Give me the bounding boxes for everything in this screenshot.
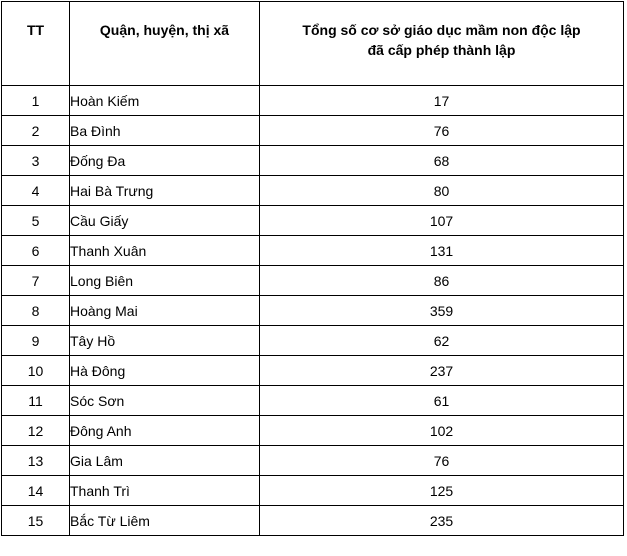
table-row — [2, 326, 624, 356]
district-name: Cầu Giấy — [70, 206, 260, 236]
row-number: 10 — [2, 356, 70, 386]
header-row — [2, 2, 624, 86]
row-number: 8 — [2, 296, 70, 326]
district-name: Đống Đa — [70, 146, 260, 176]
district-name: Bắc Từ Liêm — [70, 506, 260, 536]
district-name: Gia Lâm — [70, 446, 260, 476]
table-row — [2, 506, 624, 536]
header-district: Quận, huyện, thị xã — [70, 2, 260, 86]
district-name: Hai Bà Trưng — [70, 176, 260, 206]
facility-count: 131 — [260, 236, 624, 266]
facility-count: 17 — [260, 86, 624, 116]
table-row — [2, 446, 624, 476]
header-count-line2: đã cấp phép thành lập — [367, 42, 516, 58]
facility-count: 76 — [260, 116, 624, 146]
row-number: 11 — [2, 386, 70, 416]
row-number: 2 — [2, 116, 70, 146]
facility-count: 68 — [260, 146, 624, 176]
table-row — [2, 386, 624, 416]
row-number: 3 — [2, 146, 70, 176]
row-number: 7 — [2, 266, 70, 296]
table-row — [2, 206, 624, 236]
district-name: Hoàn Kiếm — [70, 86, 260, 116]
table-row — [2, 236, 624, 266]
header-count-line1: Tổng số cơ sở giáo dục mầm non độc lập — [302, 22, 581, 38]
row-number: 1 — [2, 86, 70, 116]
facility-count: 359 — [260, 296, 624, 326]
row-number: 9 — [2, 326, 70, 356]
facility-count: 237 — [260, 356, 624, 386]
facility-count: 80 — [260, 176, 624, 206]
table-row — [2, 116, 624, 146]
district-name: Thanh Trì — [70, 476, 260, 506]
facility-count: 125 — [260, 476, 624, 506]
facility-count: 61 — [260, 386, 624, 416]
district-table — [1, 1, 624, 536]
row-number: 5 — [2, 206, 70, 236]
facility-count: 62 — [260, 326, 624, 356]
row-number: 14 — [2, 476, 70, 506]
district-name: Sóc Sơn — [70, 386, 260, 416]
district-name: Hà Đông — [70, 356, 260, 386]
row-number: 4 — [2, 176, 70, 206]
district-name: Tây Hồ — [70, 326, 260, 356]
table-row — [2, 416, 624, 446]
district-name: Hoàng Mai — [70, 296, 260, 326]
district-name: Thanh Xuân — [70, 236, 260, 266]
table-body — [2, 86, 624, 536]
table-header — [2, 2, 624, 86]
facility-count: 235 — [260, 506, 624, 536]
facility-count: 102 — [260, 416, 624, 446]
facility-count: 76 — [260, 446, 624, 476]
district-name: Đông Anh — [70, 416, 260, 446]
facility-count: 107 — [260, 206, 624, 236]
table-row — [2, 176, 624, 206]
table-row — [2, 476, 624, 506]
header-no: TT — [2, 2, 70, 86]
table-row — [2, 356, 624, 386]
table-row — [2, 86, 624, 116]
row-number: 15 — [2, 506, 70, 536]
row-number: 12 — [2, 416, 70, 446]
row-number: 13 — [2, 446, 70, 476]
district-name: Long Biên — [70, 266, 260, 296]
table-row — [2, 146, 624, 176]
table-row — [2, 266, 624, 296]
header-count — [260, 2, 624, 86]
row-number: 6 — [2, 236, 70, 266]
table-row — [2, 296, 624, 326]
facility-count: 86 — [260, 266, 624, 296]
district-name: Ba Đình — [70, 116, 260, 146]
